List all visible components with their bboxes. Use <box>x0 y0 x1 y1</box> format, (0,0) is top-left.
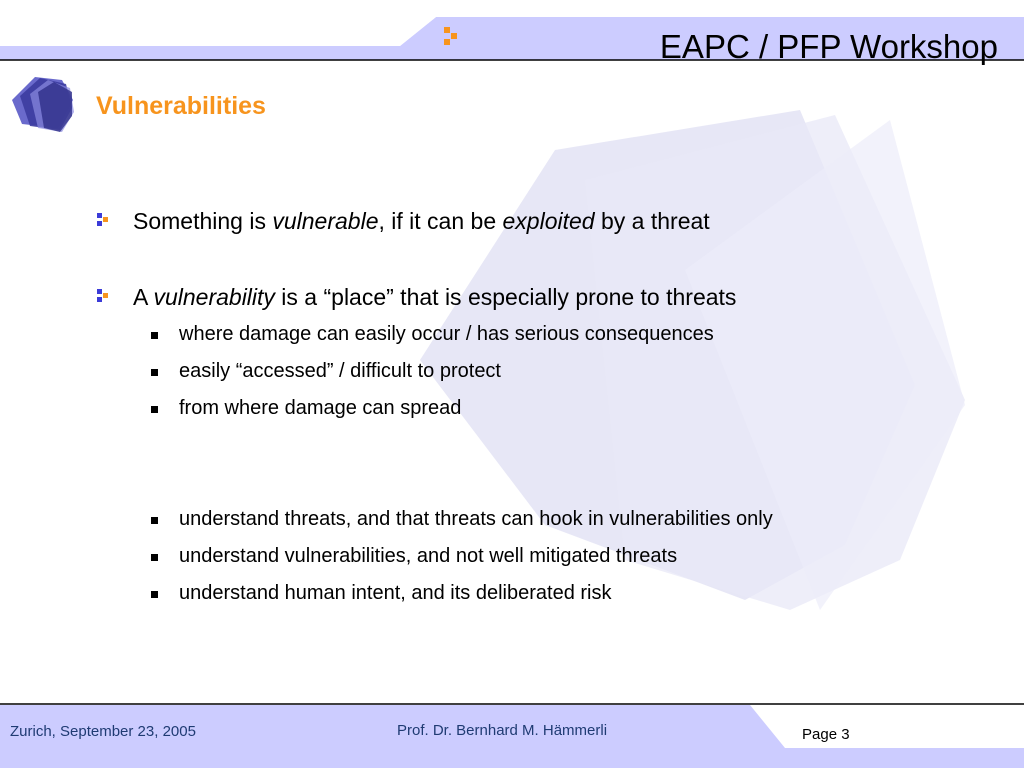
bullet-2-emph-a: vulnerability <box>153 284 275 310</box>
square-bullet-icon <box>151 591 158 598</box>
square-bullet-icon <box>151 406 158 413</box>
subbullet-a-1: where damage can easily occur / has serious consequences <box>179 323 714 345</box>
subbullet-b-3: understand human intent, and its deliberated risk <box>179 582 612 604</box>
square-bullet-icon <box>151 517 158 524</box>
square-bullet-icon <box>151 554 158 561</box>
subbullet-a-3: from where damage can spread <box>179 397 462 419</box>
footer-location-date: Zurich, September 23, 2005 <box>10 723 196 740</box>
bullet-1-text-c: by a threat <box>594 208 710 234</box>
square-bullet-icon <box>151 332 158 339</box>
header-band-white-cut <box>0 17 436 46</box>
arrow-bullet-icon <box>96 212 110 226</box>
bullet-2-text-b: is a “place” that is especially prone to threats <box>274 284 737 310</box>
footer-author: Prof. Dr. Bernhard M. Hämmerli <box>397 722 608 739</box>
logo-cube-icon <box>12 77 74 132</box>
slide-title: Vulnerabilities <box>96 92 266 120</box>
header-title: EAPC / PFP Workshop <box>659 28 998 65</box>
page-number: Page 3 <box>802 726 850 743</box>
subbullet-b-1: understand threats, and that threats can hook in vulnerabilities only <box>179 508 773 530</box>
footer-band-white-cut <box>755 705 1024 748</box>
bullet-1 <box>133 208 710 235</box>
bullet-1-text-a: Something is <box>133 208 273 234</box>
bullet-1-emph-a: vulnerable <box>272 208 379 234</box>
bullet-2 <box>133 284 736 311</box>
subbullet-a-2: easily “accessed” / difficult to protect <box>179 360 501 382</box>
subbullet-b-2: understand vulnerabilities, and not well mitigated threats <box>179 545 678 567</box>
bullet-1-text-b: , if it can be <box>378 208 503 234</box>
square-bullet-icon <box>151 369 158 376</box>
bullet-2-text-a: A <box>133 284 154 310</box>
arrow-bullet-icon <box>96 288 110 302</box>
bullet-1-emph-b: exploited <box>502 208 595 234</box>
